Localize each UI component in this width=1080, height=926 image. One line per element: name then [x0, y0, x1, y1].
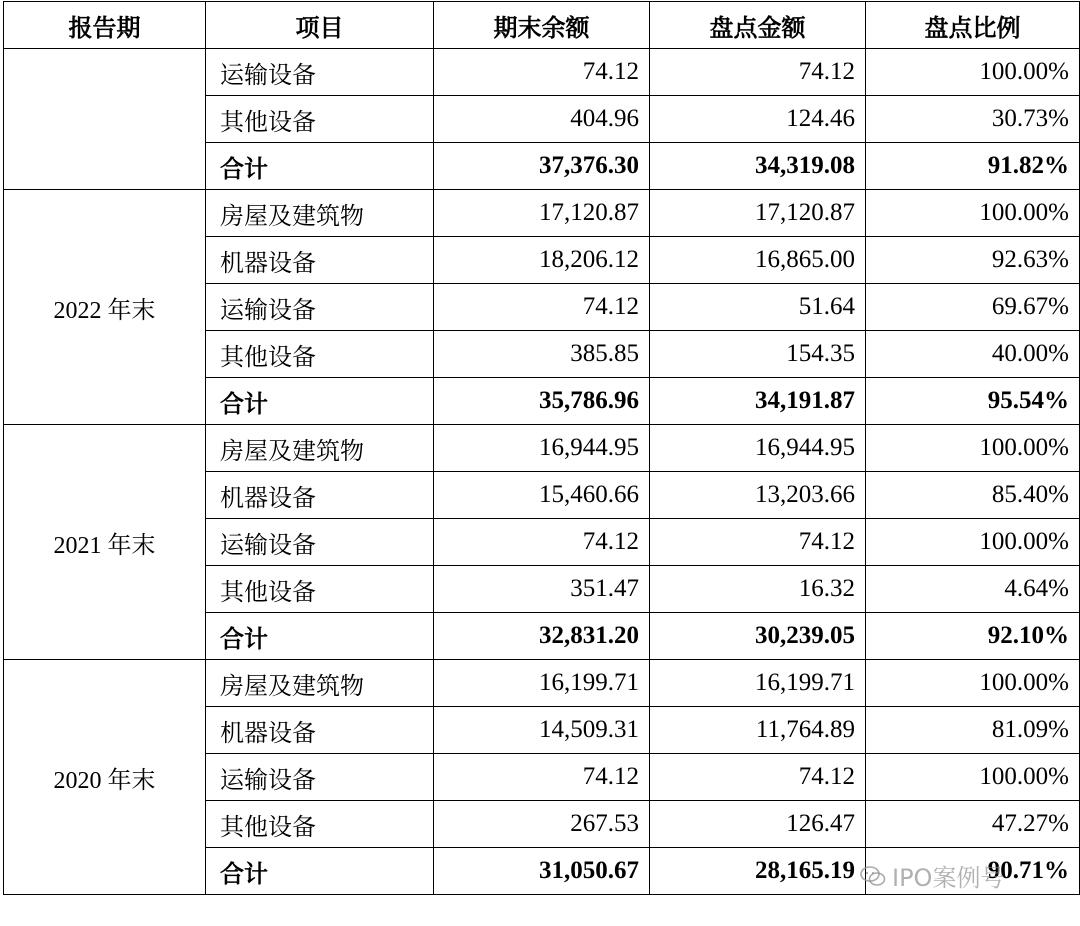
- ending-balance-cell: 74.12: [434, 49, 650, 96]
- ending-balance-cell: 31,050.67: [434, 848, 650, 895]
- count-amount-cell: 34,319.08: [650, 143, 866, 190]
- item-cell: 合计: [206, 378, 434, 425]
- count-ratio-cell: 100.00%: [866, 425, 1080, 472]
- count-ratio-cell: 40.00%: [866, 331, 1080, 378]
- ending-balance-cell: 74.12: [434, 754, 650, 801]
- count-ratio-cell: 100.00%: [866, 754, 1080, 801]
- ending-balance-cell: 18,206.12: [434, 237, 650, 284]
- period-label: 2021 年末: [53, 532, 156, 559]
- item-cell: 房屋及建筑物: [206, 425, 434, 472]
- header-item: 项目: [206, 2, 434, 49]
- header-period: 报告期: [4, 2, 206, 49]
- count-ratio-cell: 92.10%: [866, 613, 1080, 660]
- item-cell: 合计: [206, 613, 434, 660]
- table-row: [4, 425, 1080, 472]
- table-row: [4, 49, 1080, 96]
- watermark-text: IPO案例号: [892, 864, 1005, 892]
- count-amount-cell: 126.47: [650, 801, 866, 848]
- item-cell: 机器设备: [206, 472, 434, 519]
- count-ratio-cell: 47.27%: [866, 801, 1080, 848]
- count-amount-cell: 11,764.89: [650, 707, 866, 754]
- period-label: 2020 年末: [53, 767, 156, 794]
- item-cell: 其他设备: [206, 96, 434, 143]
- count-ratio-cell: 100.00%: [866, 49, 1080, 96]
- ending-balance-cell: 16,944.95: [434, 425, 650, 472]
- count-amount-cell: 30,239.05: [650, 613, 866, 660]
- count-amount-cell: 34,191.87: [650, 378, 866, 425]
- ending-balance-cell: 14,509.31: [434, 707, 650, 754]
- item-cell: 运输设备: [206, 284, 434, 331]
- inventory-count-table: [3, 1, 1080, 895]
- item-cell: 房屋及建筑物: [206, 660, 434, 707]
- table-row: [4, 190, 1080, 237]
- count-ratio-cell: 91.82%: [866, 143, 1080, 190]
- count-ratio-cell: 100.00%: [866, 190, 1080, 237]
- period-cell: [4, 190, 206, 425]
- ending-balance-cell: 16,199.71: [434, 660, 650, 707]
- item-cell: 机器设备: [206, 237, 434, 284]
- item-cell: 运输设备: [206, 49, 434, 96]
- count-amount-cell: 124.46: [650, 96, 866, 143]
- count-ratio-cell: 100.00%: [866, 660, 1080, 707]
- item-cell: 合计: [206, 848, 434, 895]
- ending-balance-cell: 32,831.20: [434, 613, 650, 660]
- count-ratio-cell: 85.40%: [866, 472, 1080, 519]
- count-ratio-cell: 30.73%: [866, 96, 1080, 143]
- count-amount-cell: 16,944.95: [650, 425, 866, 472]
- table-header-row: [4, 2, 1080, 49]
- ending-balance-cell: 385.85: [434, 331, 650, 378]
- item-cell: 合计: [206, 143, 434, 190]
- item-cell: 机器设备: [206, 707, 434, 754]
- count-amount-cell: 16,199.71: [650, 660, 866, 707]
- item-cell: 房屋及建筑物: [206, 190, 434, 237]
- watermark: [860, 858, 1004, 893]
- item-cell: 运输设备: [206, 519, 434, 566]
- count-ratio-cell: 100.00%: [866, 519, 1080, 566]
- count-amount-cell: 74.12: [650, 754, 866, 801]
- count-ratio-cell: 69.67%: [866, 284, 1080, 331]
- header-count-amount: 盘点金额: [650, 2, 866, 49]
- period-cell: [4, 660, 206, 895]
- count-amount-cell: 74.12: [650, 519, 866, 566]
- count-ratio-cell: 4.64%: [866, 566, 1080, 613]
- count-amount-cell: 154.35: [650, 331, 866, 378]
- ending-balance-cell: 351.47: [434, 566, 650, 613]
- table-row: [4, 660, 1080, 707]
- count-amount-cell: 28,165.19: [650, 848, 866, 895]
- ending-balance-cell: 37,376.30: [434, 143, 650, 190]
- ending-balance-cell: 35,786.96: [434, 378, 650, 425]
- period-cell: [4, 49, 206, 190]
- count-amount-cell: 51.64: [650, 284, 866, 331]
- item-cell: 其他设备: [206, 566, 434, 613]
- ending-balance-cell: 15,460.66: [434, 472, 650, 519]
- count-amount-cell: 16,865.00: [650, 237, 866, 284]
- count-amount-cell: 74.12: [650, 49, 866, 96]
- count-ratio-cell: 81.09%: [866, 707, 1080, 754]
- count-amount-cell: 17,120.87: [650, 190, 866, 237]
- count-ratio-cell: 92.63%: [866, 237, 1080, 284]
- ending-balance-cell: 267.53: [434, 801, 650, 848]
- period-label: 2022 年末: [53, 297, 156, 324]
- header-ending-balance: 期末余额: [434, 2, 650, 49]
- ending-balance-cell: 404.96: [434, 96, 650, 143]
- table-body: [4, 49, 1080, 895]
- period-cell: [4, 425, 206, 660]
- count-ratio-cell: 95.54%: [866, 378, 1080, 425]
- count-amount-cell: 13,203.66: [650, 472, 866, 519]
- item-cell: 其他设备: [206, 801, 434, 848]
- ending-balance-cell: 17,120.87: [434, 190, 650, 237]
- ending-balance-cell: 74.12: [434, 519, 650, 566]
- header-count-ratio: 盘点比例: [866, 2, 1080, 49]
- item-cell: 其他设备: [206, 331, 434, 378]
- item-cell: 运输设备: [206, 754, 434, 801]
- ending-balance-cell: 74.12: [434, 284, 650, 331]
- count-amount-cell: 16.32: [650, 566, 866, 613]
- count-ratio-cell: 90.71%: [866, 848, 1080, 895]
- wechat-icon: [860, 865, 886, 887]
